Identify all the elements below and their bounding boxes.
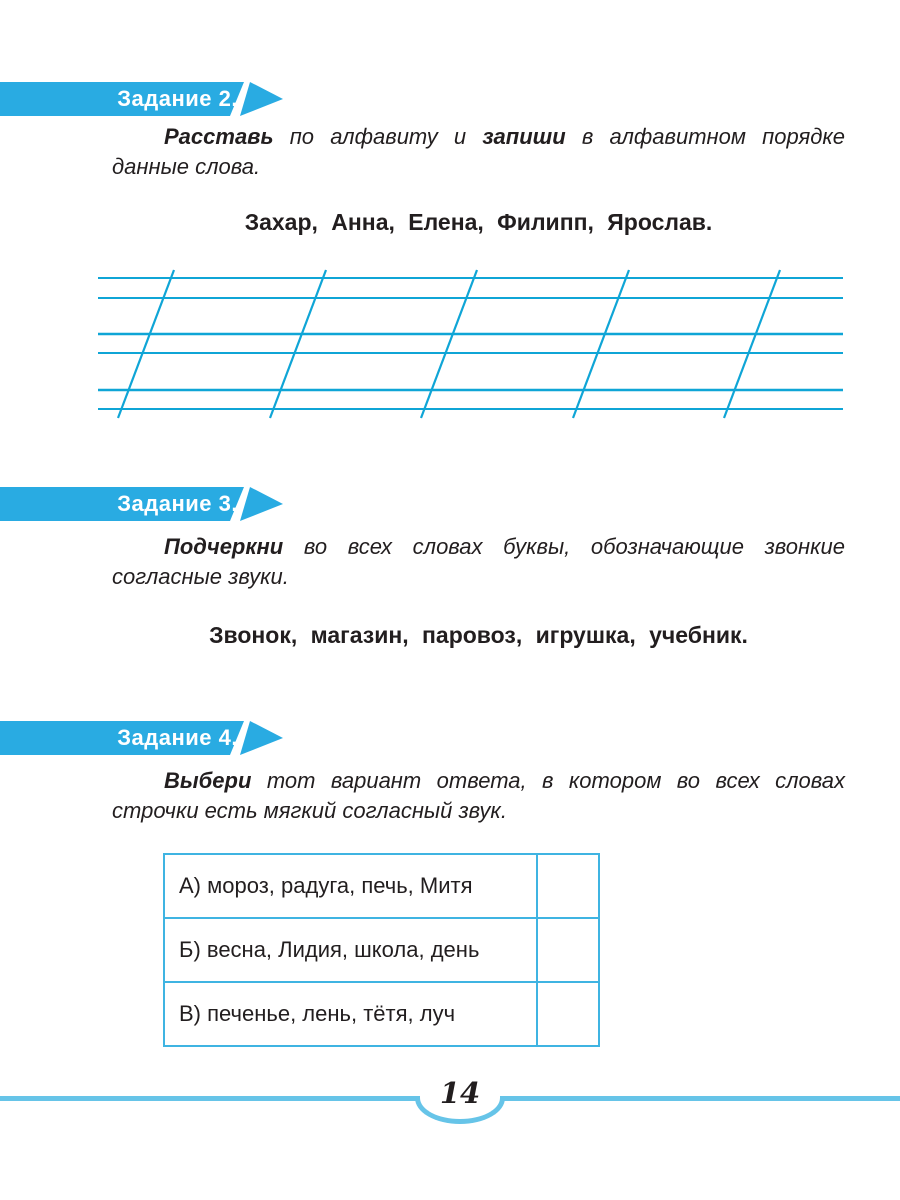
task4-title: Задание 4.	[117, 725, 238, 750]
task2-verb-zapishi: запиши	[482, 124, 566, 149]
task2-instruction-text-2: в алфавитном порядке данные слова.	[112, 124, 845, 179]
option-a-answer-cell[interactable]	[537, 854, 599, 918]
task3-header-ribbon	[0, 487, 284, 521]
ribbon-arrow-icon	[240, 487, 283, 521]
task2-title: Задание 2.	[117, 86, 238, 111]
task4-verb-vyberi: Выбери	[164, 768, 252, 793]
task2-instruction-text-1: по алфавиту и	[273, 124, 483, 149]
option-row-v	[164, 982, 599, 1046]
task4-options-table	[163, 853, 600, 1047]
task3-instruction-text: во всех словах буквы, обозначающие звонкие согласные звуки.	[112, 534, 845, 589]
option-row-b	[164, 918, 599, 982]
option-a-label: А) мороз, радуга, печь, Митя	[164, 854, 537, 918]
option-v-label: В) печенье, лень, тётя, луч	[164, 982, 537, 1046]
task2-word-list: Захар, Анна, Елена, Филипп, Ярослав.	[244, 209, 713, 235]
task3-instruction	[112, 532, 845, 592]
task2-instruction	[112, 122, 845, 182]
page-number: 14	[439, 1076, 481, 1110]
task4-instruction-text: тот вариант ответа, в котором во всех словах строчки есть мягкий согласный звук.	[112, 768, 845, 823]
penmanship-writing-grid[interactable]	[95, 262, 847, 428]
task3-title: Задание 3.	[117, 491, 238, 516]
task4-header-ribbon	[0, 721, 284, 755]
option-row-a	[164, 854, 599, 918]
ribbon-arrow-icon	[240, 721, 283, 755]
option-v-answer-cell[interactable]	[537, 982, 599, 1046]
task3-word-list: Звонок, магазин, паровоз, игрушка, учебник.	[209, 622, 748, 648]
task3-verb-podcherkni: Подчеркни	[164, 534, 284, 559]
option-b-answer-cell[interactable]	[537, 918, 599, 982]
ribbon-arrow-icon	[240, 82, 283, 116]
task4-instruction	[112, 766, 845, 826]
task2-verb-rasstav: Расставь	[164, 124, 274, 149]
option-b-label: Б) весна, Лидия, школа, день	[164, 918, 537, 982]
task2-header-ribbon	[0, 82, 284, 116]
